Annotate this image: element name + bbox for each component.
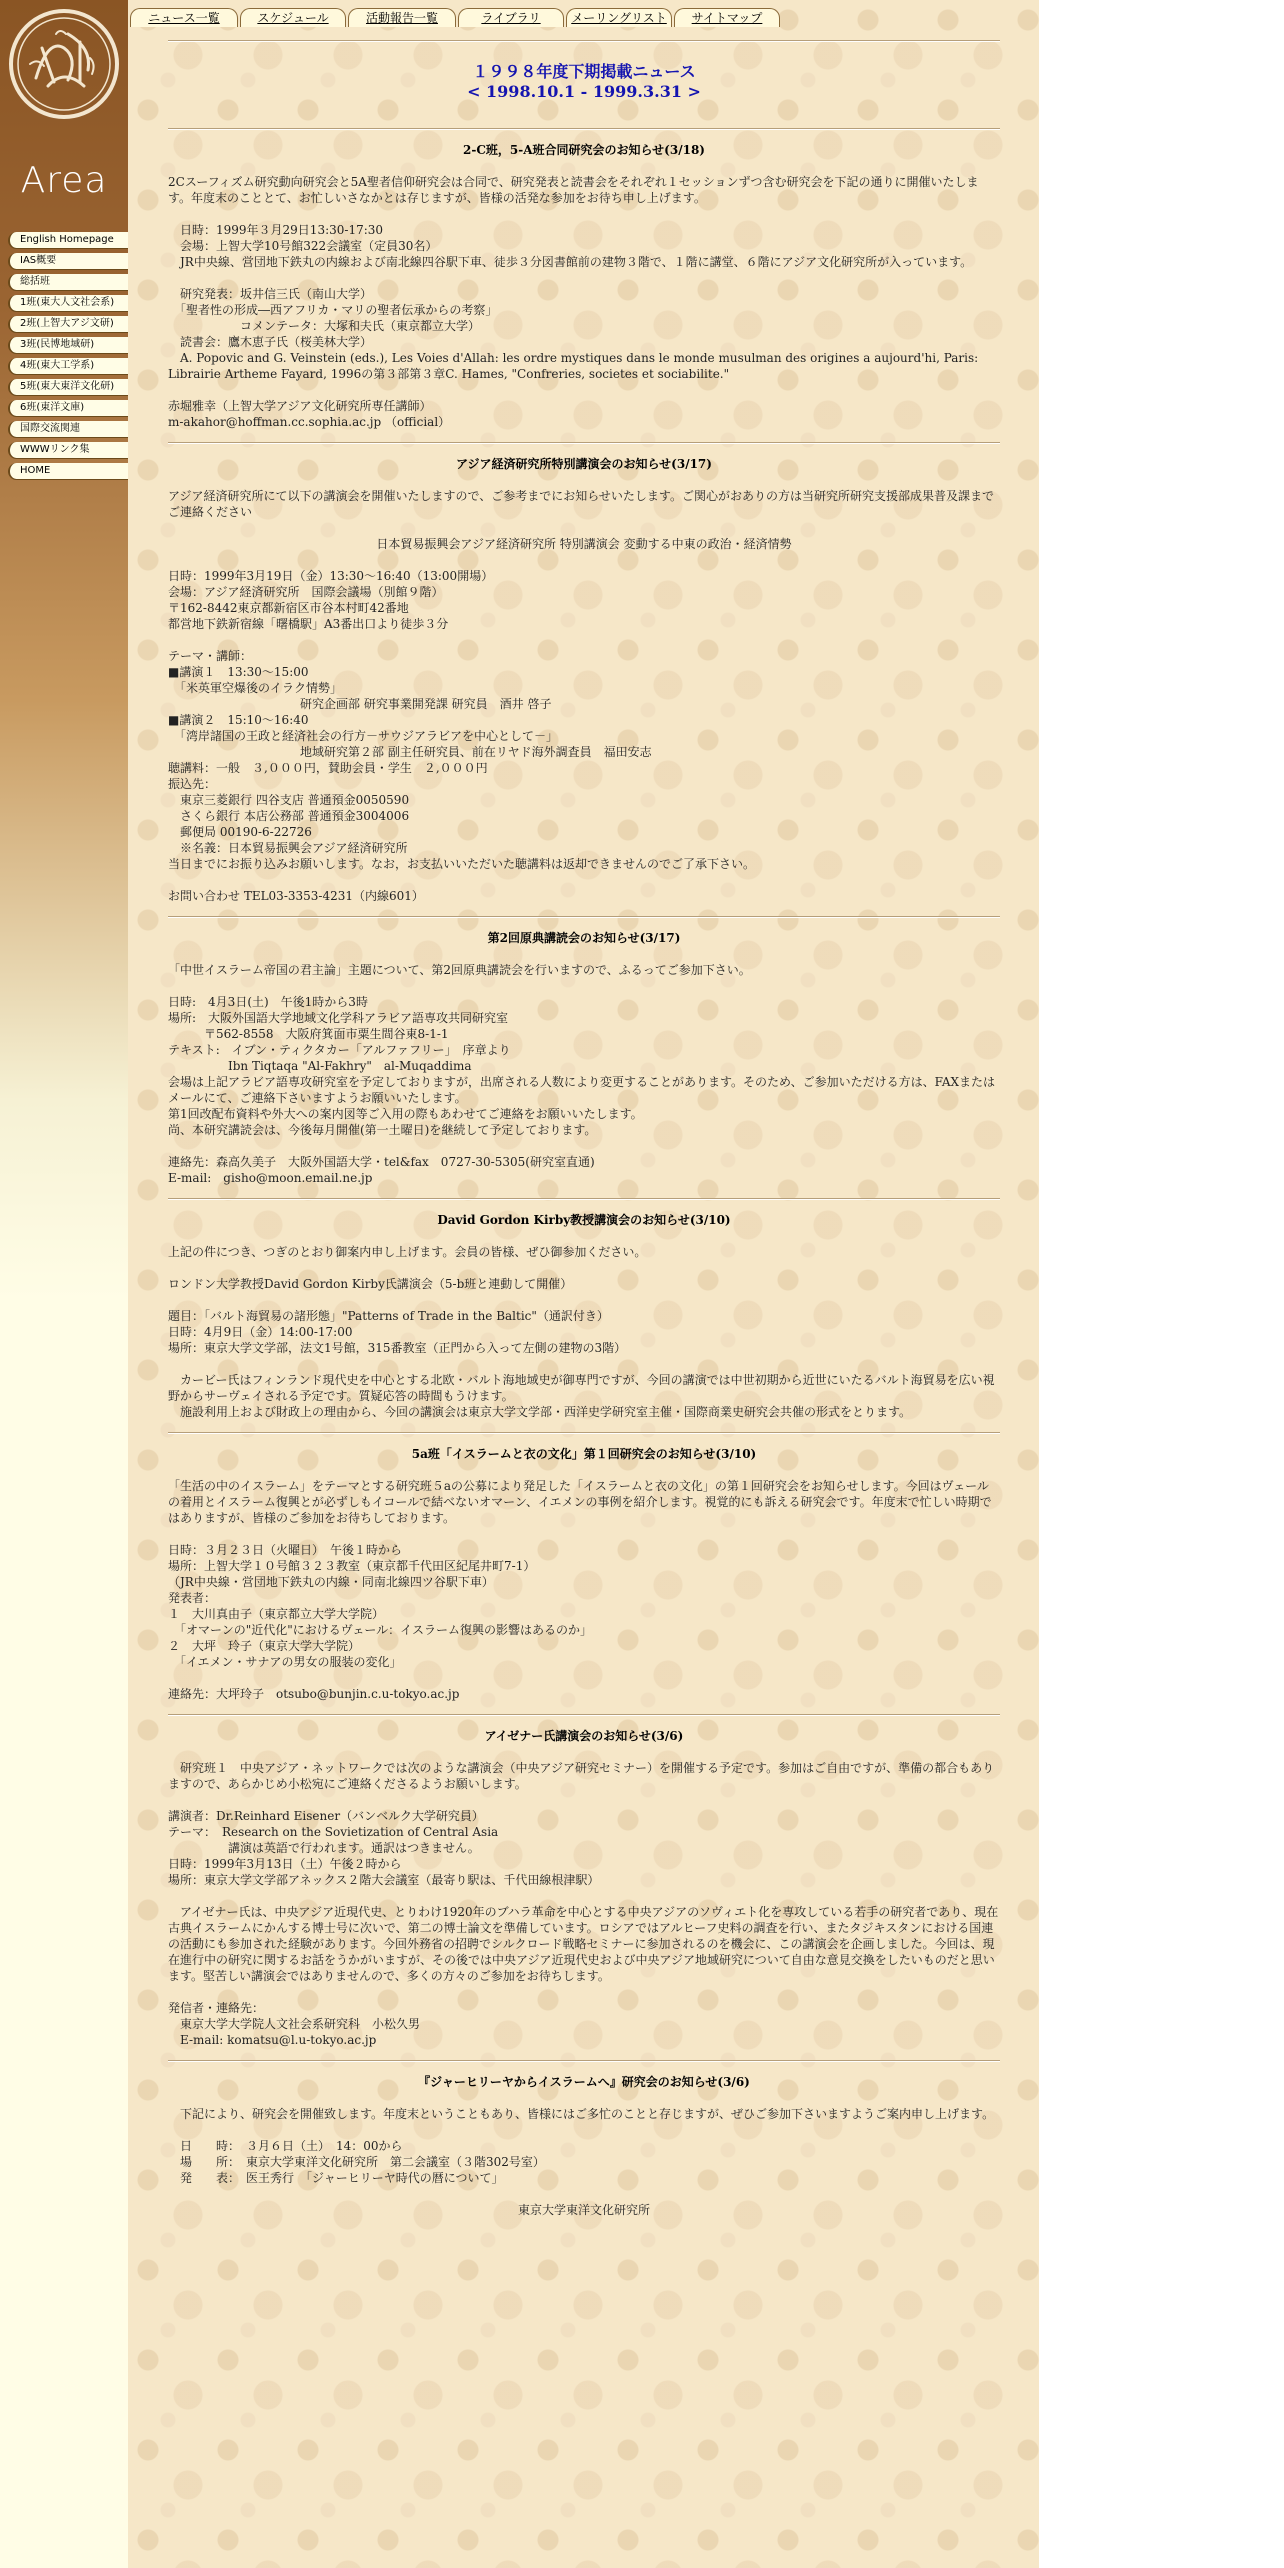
area-heading: Area <box>20 160 108 201</box>
section-paragraph: カービー氏はフィンランド現代史を中心とする北欧・バルト海地域史が御専門ですが、今回の講演では中世初期から近世にいたるバルト海貿易を広い視野からサーヴェイされる予定です。質疑応答の時間もうけます。 施設利用上および財政上の理由から、今回の講演会は東京大学文学部・西洋史学研究室主催・国際商業史研究会共催の形式をとります。 <box>168 1373 995 1419</box>
sidebar-link-8[interactable]: 6班(東洋文庫) <box>8 400 128 417</box>
section-title: アジア経済研究所特別講演会のお知らせ(3/17) <box>456 457 712 471</box>
section-paragraph: 日時: 4月3日(土) 午後1時から3時 場所: 大阪外国語大学地域文化学科アラビア語専攻共同研究室 〒562-8558 大阪府箕面市粟生間谷東8-1-1 テキスト: イブン・ティクタカー「アルファフリー」 序章より Ibn Tiqtaqa "Al-Fakhry" al-Muqaddima 会場は上記アラビア語専攻研究室を予定しておりますが，出席される人数により変更することがあります。そのため、ご参加いただける方は、FAXまたはメールにて、ご連絡下さいますようお願いいたします。 第1回改配布資料や外大への案内図等ご入用の際もあわせてご連絡をお願いいたします。 尚、本研究講読会は、今後毎月開催(第一土曜日)を継続して予定しております。 <box>168 995 996 1137</box>
sidebar-link-9[interactable]: 国際交流関連 <box>8 421 128 438</box>
news-content <box>168 40 1000 2218</box>
divider <box>168 2060 1000 2062</box>
section-paragraph: アイゼナー氏は、中央アジア近現代史、とりわけ1920年のブハラ革命を中心とする中央アジアのソヴィエト化を専攻している若手の研究者であり、現在古典イスラームにかんする博士号に次いで、第二の博士論文を準備しています。ロシアではアルヒーフ史料の調査を行い、またタジキスタンにおける国連の活動にも参加された経験があります。今回外務省の招聘でシルクロード戦略セミナーに参加されるのを機会に、この講演会を企画しました。今回は、現在進行中の研究に関するお話をうかがいますが、その後では中央アジア近現代史および中央アジア地域研究について自由な意見交換をしたいものだと思います。堅苦しい講演会ではありませんので、多くの方々のご参加をお待ちします。 <box>168 1905 999 1983</box>
divider <box>168 128 1000 130</box>
spacer <box>168 1792 1000 1808</box>
sidebar-link-0[interactable]: English Homepage <box>8 232 128 249</box>
sidebar-link-7[interactable]: 5班(東大東洋文化研) <box>8 379 128 396</box>
sidebar <box>0 0 128 2568</box>
right-margin <box>1039 0 1284 2568</box>
spacer <box>168 158 1000 174</box>
section-divider <box>168 1420 1000 1446</box>
section-title: 2-C班，5-A班合同研究会のお知らせ(3/18) <box>463 143 705 157</box>
calligraphy-seal-logo <box>8 8 120 120</box>
nav-tab-1[interactable]: スケジュール <box>240 8 346 27</box>
divider <box>168 1198 1000 1200</box>
sidebar-link-3[interactable]: 1班(東大人文社会系) <box>8 295 128 312</box>
spacer <box>168 206 1000 222</box>
spacer <box>168 1888 1000 1904</box>
section-paragraph: 赤堀雅幸（上智大学アジア文化研究所専任講師） m-akahor@hoffman.cc.sophia.ac.jp （official） <box>168 399 451 429</box>
section-divider <box>168 1702 1000 1728</box>
section-divider <box>168 904 1000 930</box>
spacer <box>168 1356 1000 1372</box>
section-divider <box>168 1186 1000 1212</box>
section-title: 第2回原典講読会のお知らせ(3/17) <box>487 931 681 945</box>
spacer <box>168 2122 1000 2138</box>
divider <box>168 442 1000 444</box>
section-paragraph: 連絡先：森高久美子 大阪外国語大学・tel&fax 0727-30-5305(研究室直通) E-mail: gisho@moon.email.ne.jp <box>168 1155 595 1185</box>
section-paragraph: 発信者・連絡先： 東京大学大学院人文社会系研究科 小松久男 E-mail: komatsu@l.u-tokyo.ac.jp <box>168 2001 421 2047</box>
section-paragraph: 研究発表：坂井信三氏（南山大学） 「聖者性の形成―西アフリカ・マリの聖者伝承からの考察」 コメンテータ：大塚和夫氏（東京都立大学） 読書会：鷹木恵子氏（桜美林大学） A. Popovic and G. Veinstein (eds.), Les Voies d'Allah: les ordre mystiques dans le monde musulman des origines a aujourd'hi, Paris: Librairie Artheme Fayard, 1996の第３部第３章C. Hames, "Confreries, societes et sociabilite." <box>168 287 979 381</box>
news-list <box>168 116 1000 2218</box>
section-paragraph: お問い合わせ TEL03-3353-4231（内線601） <box>168 889 424 903</box>
sidebar-link-1[interactable]: IAS概要 <box>8 253 128 270</box>
nav-tab-0[interactable]: ニュース一覧 <box>130 8 238 27</box>
spacer <box>168 872 1000 888</box>
sidebar-link-10[interactable]: WWWリンク集 <box>8 442 128 459</box>
spacer <box>168 270 1000 286</box>
section-paragraph: ロンドン大学教授David Gordon Kirby氏講演会（5-b班と連動して開催） <box>168 1277 573 1291</box>
section-paragraph: 下記により、研究会を開催致します。年度末ということもあり、皆様にはご多忙のことと存じますが、ぜひご参加下さいますようご案内申し上げます。 <box>168 2107 995 2121</box>
nav-tab-3[interactable]: ライブラリ <box>458 8 564 27</box>
section-divider <box>168 430 1000 456</box>
section-paragraph: 日時：1999年3月19日（金）13:30～16:40（13:00開場） 会場：アジア経済研究所 国際会議場（別館９階） 〒162-8442東京都新宿区市谷本村町42番地 都営地下鉄新宿線「曙橋駅」A3番出口より徒歩３分 <box>168 569 494 631</box>
spacer <box>168 2090 1000 2106</box>
section-title: 5a班「イスラームと衣の文化」第１回研究会のお知らせ(3/10) <box>411 1447 757 1461</box>
divider <box>168 1432 1000 1434</box>
nav-tab-2[interactable]: 活動報告一覧 <box>348 8 456 27</box>
spacer <box>168 382 1000 398</box>
spacer <box>168 946 1000 962</box>
sidebar-link-2[interactable]: 総括班 <box>8 274 128 291</box>
page-title: １９９８年度下期掲載ニュース <box>472 62 696 81</box>
spacer <box>168 520 1000 536</box>
section-paragraph: 東京大学東洋文化研究所 <box>517 2203 650 2217</box>
page-subtitle: < 1998.10.1 - 1999.3.31 > <box>467 82 701 101</box>
nav-tab-4[interactable]: メーリングリスト <box>566 8 672 27</box>
divider <box>168 916 1000 918</box>
spacer <box>168 1138 1000 1154</box>
spacer <box>168 472 1000 488</box>
section-paragraph: テーマ・講師： ■講演１ 13:30～15:00 「米英軍空爆後のイラク情勢」 研究企画部 研究事業開発課 研究員 酒井 啓子 ■講演２ 15:10～16:40 「湾岸諸国の王政と経済社会の行方－サウジアラビアを中心として－」 地域研究第２部 副主任研究員、前在リヤド海外調査員 福田安志 聴講料：一般 ３,０００円，賛助会員・学生 ２,０００円 振込先： 東京三菱銀行 四谷支店 普通預金0050590 さくら銀行 本店公務部 普通預金3004006 郵便局 00190-6-22726 ※名義：日本貿易振興会アジア経済研究所 当日までにお振り込みお願いします。なお，お支払いいただいた聴講料は返却できませんのでご了承下さい。 <box>168 649 756 871</box>
side-menu <box>0 232 128 484</box>
top-nav <box>128 8 1039 28</box>
section-paragraph: 日本貿易振興会アジア経済研究所 特別講演会 変動する中東の政治・経済情勢 <box>376 537 792 551</box>
sidebar-link-6[interactable]: 4班(東大工学系) <box>8 358 128 375</box>
spacer <box>168 1670 1000 1686</box>
section-paragraph: 題目：「バルト海貿易の諸形態」"Patterns of Trade in the Baltic"（通訳付き） 日時：4月9日（金）14:00-17:00 場所：東京大学文学部，法文1号館，315番教室（正門から入って左側の建物の3階） <box>168 1309 627 1355</box>
spacer <box>168 1462 1000 1478</box>
sidebar-link-11[interactable]: HOME <box>8 463 128 480</box>
spacer <box>168 1292 1000 1308</box>
spacer <box>168 2186 1000 2202</box>
sidebar-link-5[interactable]: 3班(民博地域研) <box>8 337 128 354</box>
spacer <box>168 978 1000 994</box>
spacer <box>168 552 1000 568</box>
main-content <box>128 0 1039 2568</box>
spacer <box>168 1984 1000 2000</box>
divider <box>168 1714 1000 1716</box>
section-paragraph: 日時：３月２３日（火曜日） 午後１時から 場所：上智大学１０号館３２３教室（東京都千代田区紀尾井町7-1） （JR中央線・営団地下鉄丸の内線・同南北線四ツ谷駅下車） 発表者： １ 大川真由子（東京都立大学大学院） 「オマーンの"近代化"におけるヴェール：イスラーム復興の影響はあるのか」 ２ 大坪 玲子（東京大学大学院） 「イエメン・サナアの男女の服装の変化」 <box>168 1543 592 1669</box>
section-paragraph: 研究班１ 中央アジア・ネットワークでは次のような講演会（中央アジア研究セミナー）を開催する予定です。参加はご自由ですが、準備の都合もありますので、あらかじめ小松宛にご連絡くださるようお願いします。 <box>168 1761 995 1791</box>
nav-tab-5[interactable]: サイトマップ <box>674 8 780 27</box>
spacer <box>168 1260 1000 1276</box>
section-divider <box>168 116 1000 142</box>
spacer <box>168 1744 1000 1760</box>
section-title: 『ジャーヒリーヤからイスラームへ』研究会のお知らせ(3/6) <box>418 2075 750 2089</box>
section-paragraph: 上記の件につき、つぎのとおり御案内申し上げます。会員の皆様、ぜひ御参加ください。 <box>168 1245 647 1259</box>
section-paragraph: 日 時： ３月６日（土） 14：00から 場 所： 東京大学東洋文化研究所 第二会議室（３階302号室） 発 表： 医王秀行 「ジャーヒリーヤ時代の暦について」 <box>180 2139 545 2185</box>
section-paragraph: 講演者：Dr.Reinhard Eisener（バンベルク大学研究員） テーマ： Research on the Sovietization of Central Asia 講演は英語で行われます。通訳はつきません。 日時：1999年3月13日（土）午後２時から 場所：東京大学文学部アネックス２階大会議室（最寄り駅は、千代田線根津駅） <box>168 1809 600 1887</box>
section-title: アイゼナー氏講演会のお知らせ(3/6) <box>484 1729 684 1743</box>
section-title: David Gordon Kirby教授講演会のお知らせ(3/10) <box>437 1213 731 1227</box>
spacer <box>168 1526 1000 1542</box>
section-divider <box>168 2048 1000 2074</box>
sidebar-link-4[interactable]: 2班(上智大アジ文研) <box>8 316 128 333</box>
spacer <box>168 632 1000 648</box>
section-paragraph: 連絡先：大坪玲子 otsubo@bunjin.c.u-tokyo.ac.jp <box>168 1687 460 1701</box>
section-paragraph: 日時：1999年３月29日13:30-17:30 会場：上智大学10号館322会議室（定員30名） JR中央線、営団地下鉄丸の内線および南北線四谷駅下車、徒歩３分図書館前の建物３階で、１階に講堂、６階にアジア文化研究所が入っています。 <box>180 223 973 269</box>
spacer <box>168 1228 1000 1244</box>
section-paragraph: アジア経済研究所にて以下の講演会を開催いたしますので、ご参考までにお知らせいたします。ご関心がおありの方は当研究所研究支援部成果普及課までご連絡ください <box>168 489 994 519</box>
section-paragraph: 「生活の中のイスラーム」をテーマとする研究班５aの公募により発足した「イスラームと衣の文化」の第１回研究会をお知らせします。今回はヴェールの着用とイスラーム復興とが必ずしもイコールで結べないオマーン、イエメンの事例を紹介します。視覚的にも訴える研究会です。年度末で忙しい時期ではありますが、皆様のご参加をお待ちしております。 <box>168 1479 992 1525</box>
section-paragraph: 2Cスーフィズム研究動向研究会と5A聖者信仰研究会は合同で、研究発表と読書会をそれぞれ１セッションずつ含む研究会を下記の通りに開催いたします。年度末のこととて、お忙しいさなかとは存じますが、皆様の活発な参加をお待ち申し上げます。 <box>168 175 979 205</box>
section-paragraph: 「中世イスラーム帝国の君主論」主題について、第2回原典講読会を行いますので、ふるってご参加下さい。 <box>168 963 751 977</box>
